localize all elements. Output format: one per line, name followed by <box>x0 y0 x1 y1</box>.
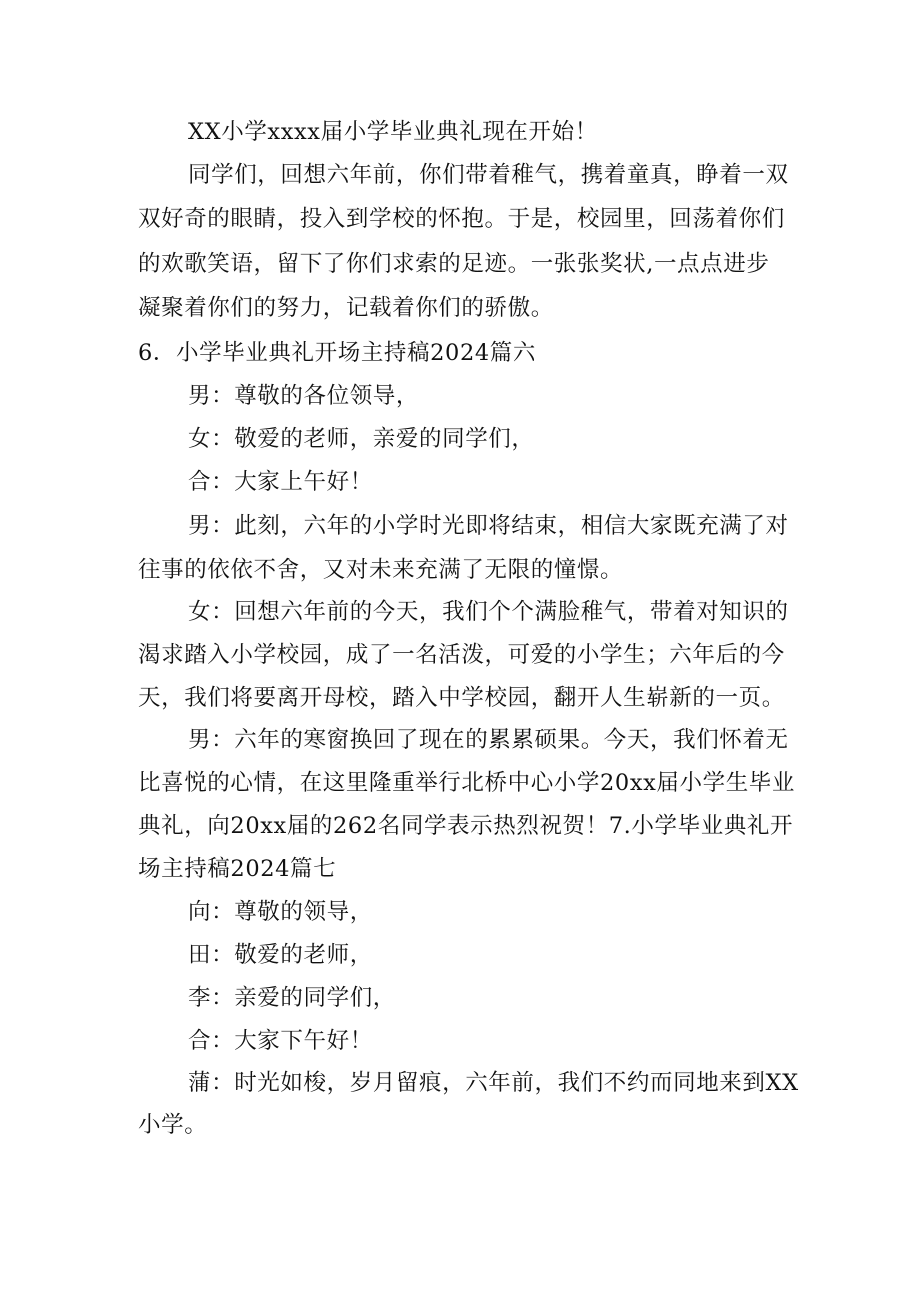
text-line: 女：敬爱的老师，亲爱的同学们， <box>188 426 535 452</box>
text-line: 比喜悦的心情，在这里隆重举行北桥中心小学20xx届小学生毕业 <box>138 770 796 796</box>
text-line: 典礼，向20xx届的262名同学表示热烈祝贺！7.小学毕业典礼开 <box>138 813 794 839</box>
text-line: 往事的依依不舍，又对未来充满了无限的憧憬。 <box>138 557 624 583</box>
section-heading: 6．小学毕业典礼开场主持稿2024篇六 <box>138 340 536 366</box>
text-line: 合：大家下午好！ <box>188 1028 373 1054</box>
text-line: 女：回想六年前的今天，我们个个满脸稚气，带着对知识的 <box>188 599 789 625</box>
text-line: 双好奇的眼睛，投入到学校的怀抱。于是，校园里，回荡着你们 <box>138 206 785 232</box>
text-line: 合：大家上午好！ <box>188 469 373 495</box>
text-line: 李：亲爱的同学们， <box>188 985 396 1011</box>
text-line: 男：六年的寒窗换回了现在的累累硕果。今天，我们怀着无 <box>188 727 789 753</box>
text-line: 凝聚着你们的努力，记载着你们的骄傲。 <box>138 295 554 321</box>
text-line: 男：此刻，六年的小学时光即将结束，相信大家既充满了对 <box>188 513 789 539</box>
text-line: 天，我们将要离开母校，踏入中学校园，翻开人生崭新的一页。 <box>138 685 785 711</box>
text-line: 的欢歌笑语，留下了你们求索的足迹。一张张奖状,一点点进步 <box>138 251 770 277</box>
text-line: 田：敬爱的老师， <box>188 942 373 968</box>
text-line: 同学们，回想六年前，你们带着稚气，携着童真，睁着一双 <box>188 162 789 188</box>
text-line: 蒲：时光如梭，岁月留痕，六年前，我们不约而同地来到XX <box>188 1070 799 1096</box>
text-line: 渴求踏入小学校园，成了一名活泼，可爱的小学生；六年后的今 <box>138 642 785 668</box>
text-line: 向：尊敬的领导， <box>188 899 373 925</box>
text-line: 场主持稿2024篇七 <box>138 856 337 882</box>
text-line: XX小学xxxx届小学毕业典礼现在开始！ <box>188 119 598 145</box>
text-line: 男：尊敬的各位领导， <box>188 383 420 409</box>
text-line: 小学。 <box>138 1112 208 1138</box>
